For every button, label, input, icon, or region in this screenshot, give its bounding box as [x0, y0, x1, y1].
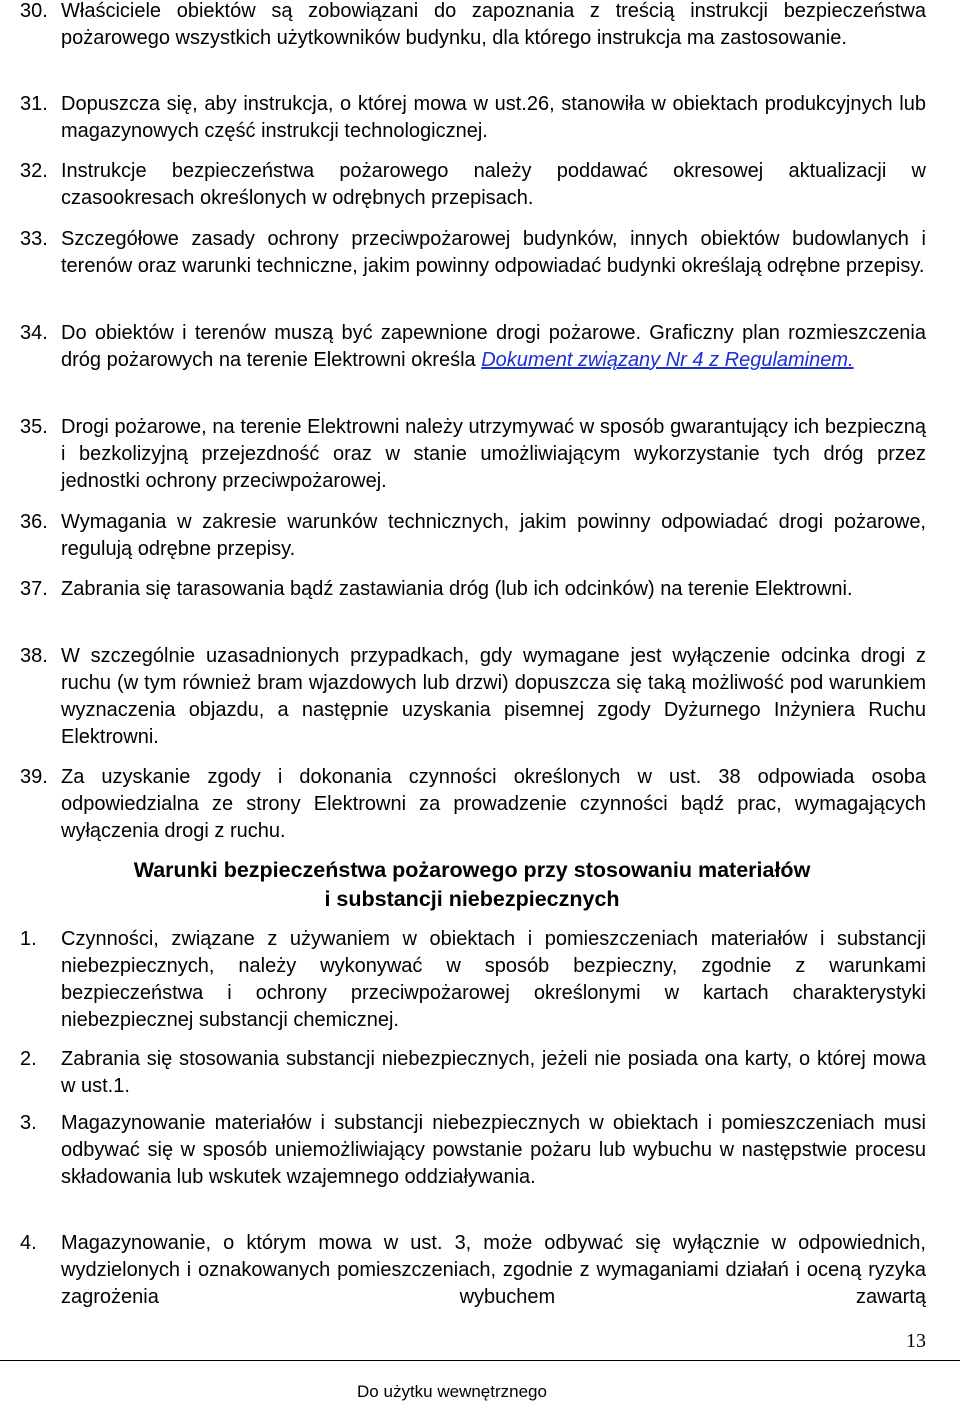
item-number: 3.	[20, 1112, 37, 1134]
section-heading-line1: Warunki bezpieczeństwa pożarowego przy stosowaniu materiałów	[133, 858, 811, 882]
item-text: Zabrania się stosowania substancji niebezpiecznych, jeżeli nie posiada ona karty, o której mowa w ust.1.	[61, 1048, 926, 1097]
list-item	[20, 0, 926, 52]
item-number: 31.	[20, 93, 48, 115]
item-number: 4.	[20, 1232, 37, 1254]
list-item	[20, 158, 926, 212]
document-link-suffix[interactable]: z Regulaminem.	[703, 349, 854, 371]
list-item	[20, 509, 926, 563]
item-number: 37.	[20, 578, 48, 600]
item-number: 38.	[20, 645, 48, 667]
list-item	[20, 1046, 926, 1100]
list-item	[20, 576, 926, 603]
footer-divider	[0, 1360, 960, 1361]
item-text: W szczególnie uzasadnionych przypadkach, gdy wymagane jest wyłączenie odcinka drogi z ruchu (w tym również bram wjazdowych lub drzwi) dopuszcza się taką możliwość pod warunkiem wyznaczenia objazdu, a następnie uzyskania pisemnej zgody Dyżurnego Inżyniera Ruchu Elektrowni.	[61, 645, 926, 748]
list-item	[20, 1230, 926, 1311]
list-item	[20, 1110, 926, 1191]
item-text: Magazynowanie materiałów i substancji niebezpiecznych w obiektach i pomieszczeniach musi odbywać się w sposób uniemożliwiający powstanie pożaru lub wybuchu w następstwie procesu składowania lub wskutek wzajemnego oddziaływania.	[61, 1112, 926, 1188]
section-heading	[0, 856, 944, 914]
list-item	[20, 414, 926, 495]
list-item	[20, 91, 926, 145]
item-text: Właściciele obiektów są zobowiązani do zapoznania z treścią instrukcji bezpieczeństwa pożarowego wszystkich użytkowników budynku, dla którego instrukcja ma zastosowanie.	[61, 0, 926, 49]
item-text: Zabrania się tarasowania bądź zastawiania dróg (lub ich odcinków) na terenie Elektrowni.	[61, 578, 853, 600]
item-number: 39.	[20, 766, 48, 788]
item-number: 35.	[20, 416, 48, 438]
item-text: Szczegółowe zasady ochrony przeciwpożarowej budynków, innych obiektów budowlanych i terenów oraz warunki techniczne, jakim powinny odpowiadać budynki określają odrębne przepisy.	[61, 228, 926, 277]
item-text: Magazynowanie, o którym mowa w ust. 3, może odbywać się wyłącznie w odpowiednich, wydzielonych i oznakowanych pomieszczeniach, zgodnie z wymaganiami działań i oceną ryzyka zagrożenia wybuchem zawartą	[61, 1232, 926, 1308]
footer-label: Do użytku wewnętrznego	[357, 1382, 547, 1401]
list-item	[20, 226, 926, 280]
item-number: 1.	[20, 928, 37, 950]
item-text: Dopuszcza się, aby instrukcja, o której mowa w ust.26, stanowiła w obiektach produkcyjnych lub magazynowych część instrukcji technologicznej.	[61, 93, 926, 142]
item-number: 32.	[20, 160, 48, 182]
item-text: Za uzyskanie zgody i dokonania czynności określonych w ust. 38 odpowiada osoba odpowiedzialna ze strony Elektrowni za prowadzenie czynności bądź prac, wymagających wyłączenia drogi z ruchu.	[61, 766, 926, 842]
list-item	[20, 926, 926, 1034]
list-item	[20, 320, 926, 374]
item-text-main: Do obiektów i terenów muszą być zapewnione drogi pożarowe. Graficzny plan rozmieszczenia dróg pożarowych na terenie Elektrowni określa	[61, 322, 926, 371]
item-text: Wymagania w zakresie warunków technicznych, jakim powinny odpowiadać drogi pożarowe, regulują odrębne przepisy.	[61, 511, 926, 560]
item-number: 33.	[20, 228, 48, 250]
list-item	[20, 643, 926, 751]
item-text: Czynności, związane z używaniem w obiektach i pomieszczeniach materiałów i substancji niebezpiecznych, należy wykonywać w sposób bezpieczny, zgodnie z warunkami bezpieczeństwa i ochrony przeciwpożarowej określonymi w kartach charakterystyki niebezpiecznej substancji chemicznej.	[61, 928, 926, 1031]
page-number: 13	[906, 1330, 926, 1352]
item-number: 30.	[20, 0, 48, 22]
item-number: 34.	[20, 322, 48, 344]
item-text: Drogi pożarowe, na terenie Elektrowni należy utrzymywać w sposób gwarantujący ich bezpieczną i bezkolizyjną przejezdność oraz w stanie umożliwiającym wykorzystanie tych dróg przez jednostki ochrony przeciwpożarowej.	[61, 416, 926, 492]
list-item	[20, 764, 926, 845]
item-number: 2.	[20, 1048, 37, 1070]
item-text	[61, 320, 926, 374]
section-heading-line2: i substancji niebezpiecznych	[324, 887, 620, 911]
item-number: 36.	[20, 511, 48, 533]
document-link[interactable]: Dokument związany Nr 4	[481, 349, 704, 371]
item-text: Instrukcje bezpieczeństwa pożarowego należy poddawać okresowej aktualizacji w czasookresach określonych w odrębnych przepisach.	[61, 160, 926, 209]
